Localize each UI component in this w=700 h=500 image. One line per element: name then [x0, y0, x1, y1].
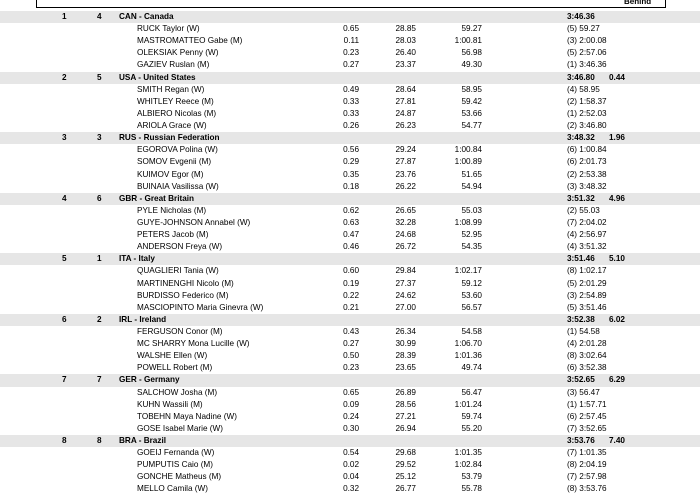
split-100m: 1:08.99 [454, 217, 482, 227]
split-50m: 27.87 [395, 157, 416, 167]
swimmer-name: POWELL Robert (M) [137, 363, 213, 373]
team-name: IRL - Ireland [119, 314, 167, 324]
split-50m: 29.68 [395, 448, 416, 458]
swimmer-row [0, 169, 700, 181]
team-lane: 1 [97, 254, 102, 264]
swimmer-row [0, 84, 700, 96]
team-rank: 6 [62, 314, 67, 324]
split-100m: 54.35 [461, 242, 482, 252]
split-100m: 55.78 [461, 484, 482, 494]
reaction-time: 0.49 [343, 84, 359, 94]
swimmer-name: TOBEHN Maya Nadine (W) [137, 411, 237, 421]
behind-column-header: Behind [624, 0, 652, 6]
split-100m: 1:01.36 [454, 351, 482, 361]
reaction-time: 0.22 [343, 290, 359, 300]
split-100m: 56.47 [461, 387, 482, 397]
split-100m: 51.65 [461, 169, 482, 179]
swimmer-name: GOSE Isabel Marie (W) [137, 423, 223, 433]
team-time-behind: 0.44 [609, 72, 625, 82]
split-50m: 26.89 [395, 387, 416, 397]
team-lane: 2 [97, 314, 102, 324]
team-row [0, 11, 700, 23]
swimmer-name: ANDERSON Freya (W) [137, 242, 223, 252]
reaction-time: 0.02 [343, 460, 359, 470]
swimmer-name: GOEIJ Fernanda (W) [137, 448, 215, 458]
split-50m: 28.39 [395, 351, 416, 361]
split-50m: 30.99 [395, 339, 416, 349]
reaction-time: 0.26 [343, 121, 359, 131]
swimmer-name: PUMPUTIS Caio (M) [137, 460, 213, 470]
split-50m: 25.12 [395, 472, 416, 482]
swimmer-name: MARTINENGHI Nicolo (M) [137, 278, 234, 288]
team-time-behind: 7.40 [609, 435, 625, 445]
swimmer-row [0, 447, 700, 459]
split-100m: 1:01.24 [454, 399, 482, 409]
team-final-time: 3:52.65 [567, 375, 595, 385]
swimmer-name: MC SHARRY Mona Lucille (W) [137, 339, 250, 349]
split-50m: 24.87 [395, 108, 416, 118]
split-100m: 1:00.81 [454, 36, 482, 46]
split-50m: 26.34 [395, 327, 416, 336]
split-50m: 23.37 [395, 60, 416, 70]
swimmer-row [0, 387, 700, 399]
team-final-time: 3:53.76 [567, 435, 595, 445]
swimmer-row [0, 338, 700, 350]
swimmer-row [0, 471, 700, 483]
swimmer-name: MELLO Camila (W) [137, 484, 208, 494]
cumulative-split: (1) 1:57.71 [567, 399, 607, 409]
results-table [0, 11, 700, 496]
team-time-behind: 6.02 [609, 314, 625, 324]
reaction-time: 0.65 [343, 387, 359, 397]
team-lane: 6 [97, 193, 102, 203]
cumulative-split: (7) 2:57.98 [567, 472, 607, 482]
reaction-time: 0.19 [343, 278, 359, 288]
team-final-time: 3:51.46 [567, 254, 595, 264]
reaction-time: 0.56 [343, 145, 359, 155]
split-100m: 59.12 [461, 278, 482, 288]
team-name: RUS - Russian Federation [119, 133, 220, 143]
cumulative-split: (3) 3:48.32 [567, 181, 607, 191]
team-final-time: 3:52.38 [567, 314, 595, 324]
split-100m: 59.27 [461, 24, 482, 34]
split-50m: 27.00 [395, 302, 416, 312]
reaction-time: 0.33 [343, 96, 359, 106]
split-50m: 24.62 [395, 290, 416, 300]
team-row [0, 253, 700, 265]
swimmer-name: RUCK Taylor (W) [137, 24, 200, 34]
reaction-time: 0.60 [343, 266, 359, 276]
reaction-time: 0.35 [343, 169, 359, 179]
team-time-behind: 6.29 [609, 375, 625, 385]
cumulative-split: (4) 58.95 [567, 84, 600, 94]
split-100m: 55.03 [461, 205, 482, 215]
split-100m: 54.77 [461, 121, 482, 131]
swimmer-row [0, 181, 700, 193]
cumulative-split: (5) 2:01.29 [567, 278, 607, 288]
reaction-time: 0.18 [343, 181, 359, 191]
reaction-time: 0.29 [343, 157, 359, 167]
cumulative-split: (2) 3:46.80 [567, 121, 607, 131]
swimmer-row [0, 302, 700, 314]
swimmer-row [0, 23, 700, 35]
team-lane: 3 [97, 133, 102, 143]
team-rank: 3 [62, 133, 67, 143]
team-rank: 1 [62, 12, 67, 21]
swimmer-row [0, 35, 700, 47]
split-100m: 1:01.35 [454, 448, 482, 458]
team-name: GER - Germany [119, 375, 180, 385]
team-rank: 2 [62, 72, 67, 82]
swimmer-name: SALCHOW Josha (M) [137, 387, 218, 397]
team-time-behind: 4.96 [609, 193, 625, 203]
split-100m: 54.58 [461, 327, 482, 336]
split-100m: 54.94 [461, 181, 482, 191]
team-name: CAN - Canada [119, 12, 174, 21]
cumulative-split: (7) 3:52.65 [567, 423, 607, 433]
reaction-time: 0.46 [343, 242, 359, 252]
split-100m: 1:00.84 [454, 145, 482, 155]
swimmer-name: QUAGLIERI Tania (W) [137, 266, 219, 276]
team-row [0, 314, 700, 326]
team-final-time: 3:51.32 [567, 193, 595, 203]
swimmer-name: GAZIEV Ruslan (M) [137, 60, 210, 70]
split-100m: 49.30 [461, 60, 482, 70]
split-100m: 58.95 [461, 84, 482, 94]
swimmer-row [0, 108, 700, 120]
split-50m: 26.65 [395, 205, 416, 215]
swimmer-row [0, 350, 700, 362]
team-rank: 5 [62, 254, 67, 264]
cumulative-split: (6) 2:01.73 [567, 157, 607, 167]
reaction-time: 0.09 [343, 399, 359, 409]
team-row [0, 72, 700, 84]
reaction-time: 0.47 [343, 230, 359, 240]
split-100m: 55.20 [461, 423, 482, 433]
cumulative-split: (1) 54.58 [567, 327, 600, 336]
swimmer-row [0, 362, 700, 374]
swimmer-name: SOMOV Evgenii (M) [137, 157, 212, 167]
swimmer-name: GONCHE Matheus (M) [137, 472, 222, 482]
swimmer-row [0, 156, 700, 168]
swimmer-name: EGOROVA Polina (W) [137, 145, 218, 155]
swimmer-name: ALBIERO Nicolas (M) [137, 108, 217, 118]
team-lane: 8 [97, 435, 102, 445]
split-100m: 56.57 [461, 302, 482, 312]
reaction-time: 0.63 [343, 217, 359, 227]
split-100m: 53.66 [461, 108, 482, 118]
cumulative-split: (6) 3:52.38 [567, 363, 607, 373]
swimmer-row [0, 217, 700, 229]
swimmer-row [0, 483, 700, 495]
team-row [0, 132, 700, 144]
swimmer-name: OLEKSIAK Penny (W) [137, 48, 219, 58]
swimmer-row [0, 290, 700, 302]
team-lane: 7 [97, 375, 102, 385]
split-100m: 56.98 [461, 48, 482, 58]
team-lane: 5 [97, 72, 102, 82]
cumulative-split: (2) 55.03 [567, 205, 600, 215]
swimmer-name: KUHN Wassili (M) [137, 399, 203, 409]
split-100m: 59.74 [461, 411, 482, 421]
split-50m: 32.28 [395, 217, 416, 227]
reaction-time: 0.23 [343, 363, 359, 373]
cumulative-split: (1) 2:52.03 [567, 108, 607, 118]
cumulative-split: (4) 3:51.32 [567, 242, 607, 252]
cumulative-split: (2) 2:53.38 [567, 169, 607, 179]
split-50m: 26.72 [395, 242, 416, 252]
swimmer-row [0, 399, 700, 411]
split-50m: 26.94 [395, 423, 416, 433]
team-time-behind: 5.10 [609, 254, 625, 264]
swimmer-row [0, 229, 700, 241]
split-50m: 23.65 [395, 363, 416, 373]
reaction-time: 0.50 [343, 351, 359, 361]
split-50m: 26.40 [395, 48, 416, 58]
swimmer-row [0, 144, 700, 156]
split-100m: 1:06.70 [454, 339, 482, 349]
cumulative-split: (5) 59.27 [567, 24, 600, 34]
cumulative-split: (4) 2:56.97 [567, 230, 607, 240]
cumulative-split: (5) 2:57.06 [567, 48, 607, 58]
swimmer-name: SMITH Regan (W) [137, 84, 205, 94]
swimmer-row [0, 96, 700, 108]
split-100m: 53.60 [461, 290, 482, 300]
split-50m: 28.85 [395, 24, 416, 34]
split-50m: 24.68 [395, 230, 416, 240]
split-50m: 27.21 [395, 411, 416, 421]
reaction-time: 0.32 [343, 484, 359, 494]
swimmer-row [0, 278, 700, 290]
split-50m: 29.24 [395, 145, 416, 155]
reaction-time: 0.43 [343, 327, 359, 336]
cumulative-split: (8) 3:02.64 [567, 351, 607, 361]
swimmer-name: FERGUSON Conor (M) [137, 327, 223, 336]
swimmer-name: KUIMOV Egor (M) [137, 169, 204, 179]
cumulative-split: (8) 3:53.76 [567, 484, 607, 494]
reaction-time: 0.23 [343, 48, 359, 58]
cumulative-split: (6) 1:00.84 [567, 145, 607, 155]
cumulative-split: (2) 1:58.37 [567, 96, 607, 106]
team-rank: 8 [62, 435, 67, 445]
team-lane: 4 [97, 12, 102, 21]
split-100m: 52.95 [461, 230, 482, 240]
swimmer-row [0, 47, 700, 59]
team-final-time: 3:46.80 [567, 72, 595, 82]
swimmer-name: ARIOLA Grace (W) [137, 121, 207, 131]
reaction-time: 0.24 [343, 411, 359, 421]
split-100m: 49.74 [461, 363, 482, 373]
reaction-time: 0.33 [343, 108, 359, 118]
reaction-time: 0.30 [343, 423, 359, 433]
split-50m: 27.81 [395, 96, 416, 106]
team-row [0, 374, 700, 386]
reaction-time: 0.27 [343, 339, 359, 349]
team-name: BRA - Brazil [119, 435, 167, 445]
cumulative-split: (8) 1:02.17 [567, 266, 607, 276]
split-50m: 28.64 [395, 84, 416, 94]
split-50m: 26.23 [395, 121, 416, 131]
split-50m: 29.52 [395, 460, 416, 470]
header-frame [36, 0, 666, 8]
team-rank: 7 [62, 375, 67, 385]
cumulative-split: (3) 2:54.89 [567, 290, 607, 300]
team-row [0, 435, 700, 447]
split-50m: 26.77 [395, 484, 416, 494]
swimmer-name: WHITLEY Reece (M) [137, 96, 214, 106]
swimmer-name: WALSHE Ellen (W) [137, 351, 208, 361]
team-final-time: 3:48.32 [567, 133, 595, 143]
reaction-time: 0.62 [343, 205, 359, 215]
reaction-time: 0.11 [343, 36, 359, 46]
reaction-time: 0.65 [343, 24, 359, 34]
cumulative-split: (8) 2:04.19 [567, 460, 607, 470]
reaction-time: 0.54 [343, 448, 359, 458]
split-100m: 1:02.17 [454, 266, 482, 276]
split-50m: 27.37 [395, 278, 416, 288]
swimmer-name: PETERS Jacob (M) [137, 230, 209, 240]
split-100m: 53.79 [461, 472, 482, 482]
swimmer-row [0, 326, 700, 338]
swimmer-name: BUINAIA Vasilissa (W) [137, 181, 219, 191]
split-100m: 1:02.84 [454, 460, 482, 470]
reaction-time: 0.27 [343, 60, 359, 70]
swimmer-name: GUYE-JOHNSON Annabel (W) [137, 217, 251, 227]
swimmer-name: BURDISSO Federico (M) [137, 290, 229, 300]
team-time-behind: 1.96 [609, 133, 625, 143]
cumulative-split: (3) 2:00.08 [567, 36, 607, 46]
team-final-time: 3:46.36 [567, 12, 595, 21]
swimmer-name: MASCIOPINTO Maria Ginevra (W) [137, 302, 264, 312]
swimmer-row [0, 241, 700, 253]
swimmer-row [0, 411, 700, 423]
reaction-time: 0.21 [343, 302, 359, 312]
team-name: ITA - Italy [119, 254, 155, 264]
team-name: GBR - Great Britain [119, 193, 195, 203]
split-50m: 26.22 [395, 181, 416, 191]
reaction-time: 0.04 [343, 472, 359, 482]
split-100m: 59.42 [461, 96, 482, 106]
cumulative-split: (1) 3:46.36 [567, 60, 607, 70]
split-50m: 23.76 [395, 169, 416, 179]
cumulative-split: (5) 3:51.46 [567, 302, 607, 312]
swimmer-name: PYLE Nicholas (M) [137, 205, 207, 215]
split-50m: 28.56 [395, 399, 416, 409]
team-rank: 4 [62, 193, 67, 203]
team-row [0, 193, 700, 205]
swimmer-row [0, 120, 700, 132]
cumulative-split: (7) 1:01.35 [567, 448, 607, 458]
swimmer-row [0, 205, 700, 217]
swimmer-row [0, 265, 700, 277]
swimmer-row [0, 59, 700, 71]
split-100m: 1:00.89 [454, 157, 482, 167]
cumulative-split: (4) 2:01.28 [567, 339, 607, 349]
swimmer-row [0, 459, 700, 471]
team-name: USA - United States [119, 72, 196, 82]
cumulative-split: (6) 2:57.45 [567, 411, 607, 421]
swimmer-row [0, 423, 700, 435]
cumulative-split: (7) 2:04.02 [567, 217, 607, 227]
swimmer-name: MASTROMATTEO Gabe (M) [137, 36, 243, 46]
split-50m: 28.03 [395, 36, 416, 46]
cumulative-split: (3) 56.47 [567, 387, 600, 397]
split-50m: 29.84 [395, 266, 416, 276]
